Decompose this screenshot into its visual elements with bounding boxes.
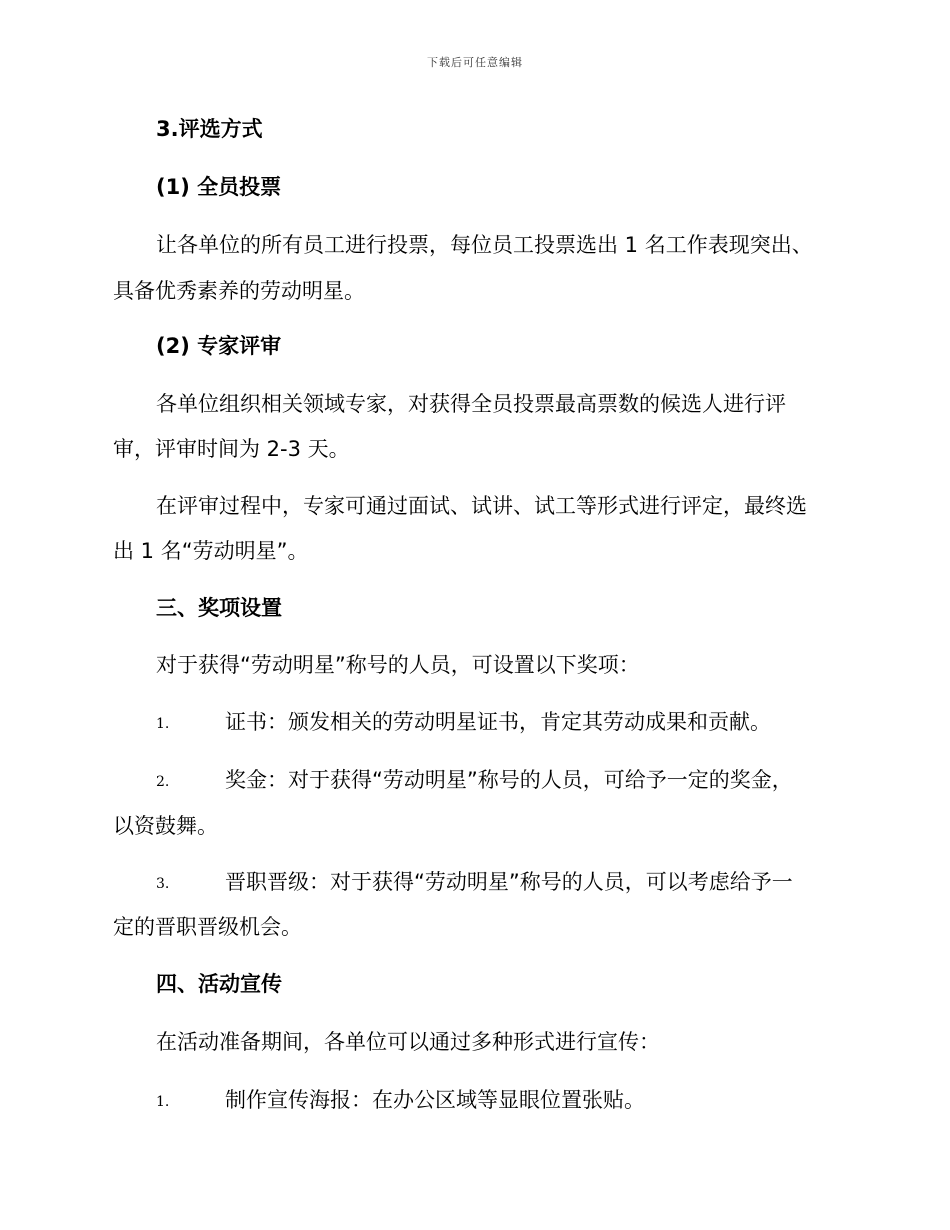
subsection-heading: (2) 专家评审 [156, 334, 282, 358]
list-item-text: 奖金：对于获得“劳动明星”称号的人员，可给予一定的奖金， [225, 768, 793, 792]
paragraph-line: 各单位组织相关领域专家，对获得全员投票最高票数的候选人进行评 [156, 392, 786, 416]
list-item-text-continued: 定的晋职晋级机会。 [113, 915, 302, 939]
paragraph-line: 出 1 名“劳动明星”。 [113, 539, 309, 563]
list-item-text: 制作宣传海报：在办公区域等显眼位置张贴。 [225, 1088, 645, 1112]
list-item-number: 3. [156, 876, 170, 892]
list-item-number: 1. [156, 716, 170, 732]
paragraph-line: 对于获得“劳动明星”称号的人员，可设置以下奖项： [156, 653, 640, 677]
subsection-heading: (1) 全员投票 [156, 175, 282, 199]
section-heading: 四、活动宣传 [156, 972, 282, 996]
page-header-note: 下载后可任意编辑 [427, 56, 523, 69]
list-item-text: 证书：颁发相关的劳动明星证书，肯定其劳动成果和贡献。 [225, 710, 771, 734]
list-item-number: 1. [156, 1094, 170, 1110]
paragraph-line: 审，评审时间为 2-3 天。 [113, 437, 350, 461]
paragraph-line: 在评审过程中，专家可通过面试、试讲、试工等形式进行评定，最终选 [156, 494, 807, 518]
list-item-text: 晋职晋级：对于获得“劳动明星”称号的人员，可以考虑给予一 [225, 870, 793, 894]
list-item-text-continued: 以资鼓舞。 [113, 814, 218, 838]
section-heading: 3.评选方式 [156, 117, 263, 141]
paragraph-line: 具备优秀素养的劳动明星。 [113, 279, 365, 303]
list-item-number: 2. [156, 774, 170, 790]
paragraph-line: 在活动准备期间，各单位可以通过多种形式进行宣传： [156, 1030, 660, 1054]
section-heading: 三、奖项设置 [156, 596, 282, 620]
paragraph-line: 让各单位的所有员工进行投票，每位员工投票选出 1 名工作表现突出、 [156, 233, 813, 257]
